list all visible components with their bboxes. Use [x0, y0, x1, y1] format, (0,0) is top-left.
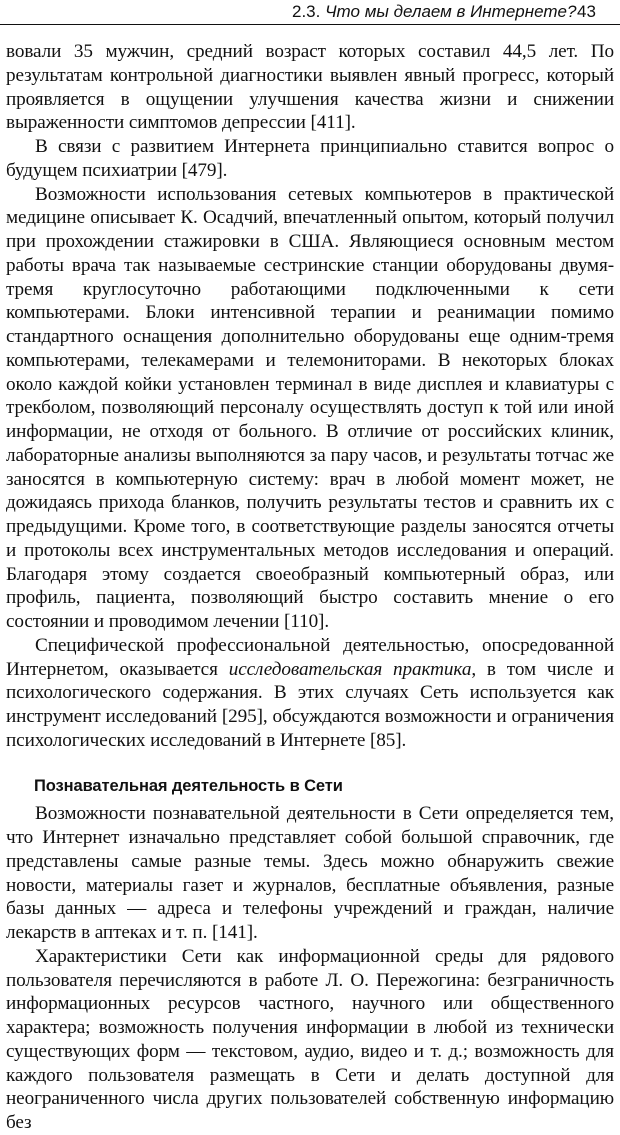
header-rule — [0, 24, 620, 25]
emphasized-term: исследовательская практика — [228, 658, 472, 680]
running-title — [292, 2, 576, 22]
section-title: Что мы делаем в Интернете? — [325, 2, 577, 21]
paragraph: вовали 35 мужчин, средний возраст которых составил 44,5 лет. По результатам контрольной диагностики выявлен явный прогресс, который проявляется в ощущении улучшения качества жизни и снижении выраженности симптомов депрессии [411]. — [6, 41, 614, 134]
paragraph-text: , в том числе и психологического содержания. В этих случаях Сеть используется как инструмент исследований [295], обсуждаются возможности и ограничения психологических исследований в Интернете [85]. — [6, 658, 614, 751]
paragraph: В связи с развитием Интернета принципиально ставится вопрос о будущем психиатрии [479]. — [6, 136, 614, 181]
paragraph: Характеристики Сети как информационной среды для рядового пользователя перечисляются в работе Л. О. Пережогина: безграничность информационных ресурсов частного, научного или общественного характера; возможность получения информации в любой из технически существующих форм — текстовом, аудио, видео и т. д.; возможность для каждого пользователя размещать в Сети и делать доступной для неограниченного числа других пользователей собственную информацию без — [6, 945, 614, 1133]
paragraph-text: Специфической профессиональной деятельностью, опосредованной Интернетом, оказывается — [6, 634, 614, 680]
subheading: Познавательная деятельность в Сети — [34, 776, 343, 795]
running-header — [0, 0, 620, 28]
page-number: 43 — [577, 2, 596, 21]
paragraph — [6, 634, 614, 753]
paragraph: Возможности использования сетевых компьютеров в практической медицине описывает К. Осадчий, впечатленный опытом, который получил при прохождении стажировки в США. Являющиеся основным местом работы врача так называемые сестринские станции оборудованы двумя-тремя круглосуточно работающими подключенными к сети компьютерами. Блоки интенсивной терапии и реанимации помимо стандартного оснащения дополнительно оборудованы еще одним-тремя компьютерами, телекамерами и телемониторами. В некоторых блоках около каждой койки установлен терминал в виде дисплея и клавиатуры с трекболом, позволяющий персоналу осуществлять доступ к той или иной информации, не отходя от больного. В отличие от российских клиник, лабораторные анализы выполняются за пару часов, и результаты тотчас же заносятся в компьютерную систему: врач в любой момент может, не дожидаясь прихода бланков, получить результаты тестов и сравнить их с предыдущими. Кроме того, в соответствующие разделы заносятся отчеты и протоколы всех инструментальных методов исследования и операций. Благодаря этому создается своеобразный компьютерный образ, или профиль, пациента, позволяющий быстро составить мнение о его состоянии и проводимом лечении [110]. — [6, 183, 614, 632]
paragraph: Возможности познавательной деятельности в Сети определяется тем, что Интернет изначально представляет собой большой справочник, где представлены самые разные темы. Здесь можно обнаружить свежие новости, материалы газет и журналов, бесплатные объявления, разные базы данных — адреса и телефоны учреждений и граждан, наличие лекарств в аптеках и т. п. [141]. — [6, 803, 614, 943]
text-body — [6, 40, 614, 1135]
section-number: 2.3. — [292, 2, 321, 21]
